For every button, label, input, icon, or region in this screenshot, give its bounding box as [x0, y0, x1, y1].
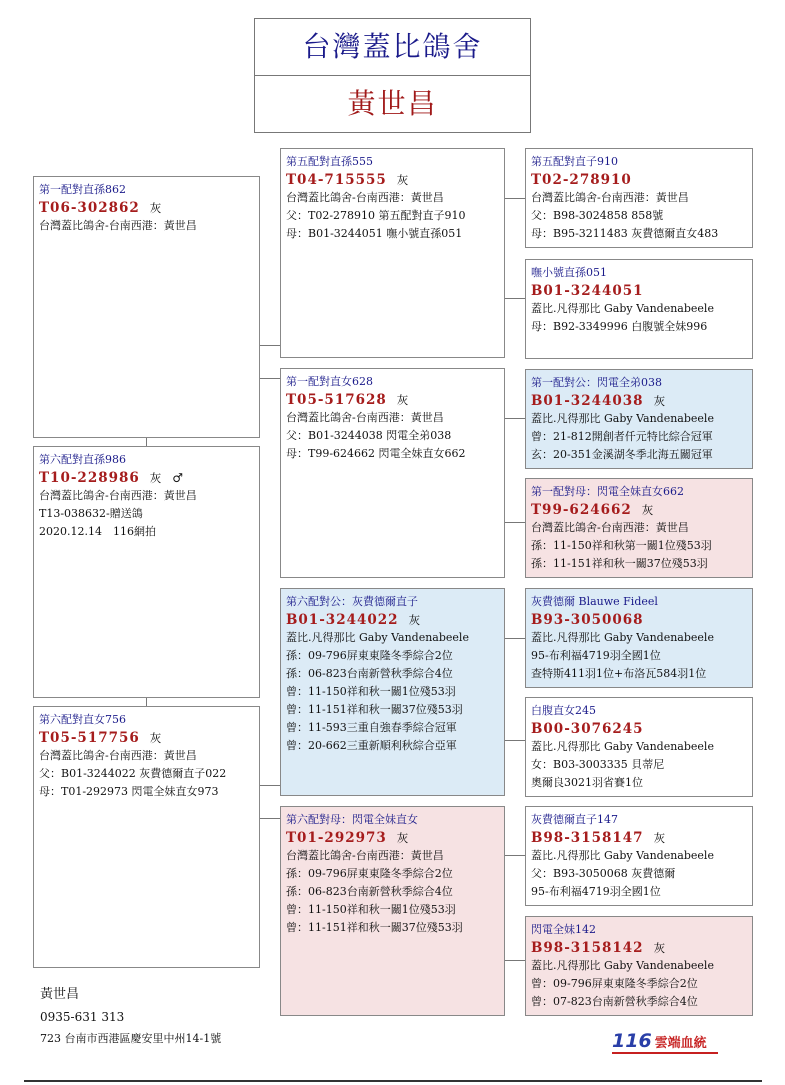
info-line: 父：B01-3244022 灰費德爾直子022	[39, 767, 227, 780]
info-line: 母：T01-292973 閃電全妹直女973	[39, 785, 219, 798]
ring-number: T02-278910	[531, 172, 632, 188]
color-tag: 灰	[149, 201, 163, 215]
owner-name-title: 黃世昌	[347, 87, 438, 120]
info-line: 孫：09-796屏東東隆冬季綜合2位	[286, 867, 453, 880]
info-line: 2020.12.14 116網拍	[39, 525, 156, 538]
connector	[505, 522, 525, 523]
info-line: 蓋比.凡得那比 Gaby Vandenabeele	[531, 849, 714, 862]
info-line: 台灣蓋比鴿舍-台南西港：黃世昌	[39, 219, 197, 232]
ring-number: B98-3158147	[531, 830, 644, 846]
color-tag: 灰	[396, 173, 410, 187]
info-line: 蓋比.凡得那比 Gaby Vandenabeele	[531, 412, 714, 425]
info-line: 95-布利福4719羽全國1位	[531, 649, 661, 662]
brand-logo[interactable]	[612, 1030, 707, 1052]
pigeon-label: 白腹直女245	[531, 704, 596, 717]
loft-name: 台灣蓋比鴿舍	[255, 19, 530, 76]
info-line: T13-038632-贈送鴿	[39, 507, 143, 520]
ring-number: T05-517756	[39, 730, 140, 746]
pigeon-label: 灰費德爾 Blauwe Fideel	[531, 595, 658, 608]
info-line: 蓋比.凡得那比 Gaby Vandenabeele	[531, 740, 714, 753]
pigeon-label: 第六配對公：灰費德爾直子	[286, 595, 418, 608]
info-line: 曾：20-662三重新順利秋綜合亞軍	[286, 739, 457, 752]
info-line: 奧爾良3021羽省賽1位	[531, 776, 643, 789]
ring-number: T04-715555	[286, 172, 387, 188]
pigeon-card-subject[interactable]	[33, 446, 260, 698]
info-line: 曾：21-812開創者仟元特比綜合冠軍	[531, 430, 713, 443]
pigeon-label: 第一配對母：閃電全妹直女662	[531, 485, 684, 498]
info-line: 台灣蓋比鴿舍-台南西港：黃世昌	[286, 191, 444, 204]
pigeon-label: 第六配對母：閃電全妹直女	[286, 813, 418, 826]
connector	[146, 698, 147, 706]
connector	[260, 378, 280, 379]
info-line: 父：B01-3244038 閃電全弟038	[286, 429, 452, 442]
info-line: 孫：11-150祥和秋第一關1位殘53羽	[531, 539, 712, 552]
pigeon-card-g3-7[interactable]	[525, 806, 753, 906]
connector	[505, 638, 525, 639]
pigeon-card-dam[interactable]	[33, 706, 260, 968]
logo-underline	[612, 1052, 718, 1054]
pigeon-card-g3-5[interactable]	[525, 588, 753, 688]
pigeon-label: 閃電全妹142	[531, 923, 596, 936]
ring-number: B98-3158142	[531, 940, 644, 956]
info-line: 95-布利福4719羽全國1位	[531, 885, 661, 898]
info-line: 孫：06-823台南新營秋季綜合4位	[286, 667, 453, 680]
ring-number: T06-302862	[39, 200, 140, 216]
pigeon-card-dam-dam[interactable]	[280, 806, 505, 1016]
connector	[260, 345, 280, 346]
info-line: 母：B01-3244051 嘸小號直孫051	[286, 227, 463, 240]
owner-name: 黃世昌	[40, 987, 80, 1002]
pigeon-label: 第六配對直孫986	[39, 453, 126, 466]
color-tag: 灰	[653, 394, 667, 408]
bottom-divider	[24, 1080, 762, 1082]
pigeon-label: 第六配對直女756	[39, 713, 126, 726]
color-tag: 灰	[653, 831, 667, 845]
pigeon-card-sire-sire[interactable]	[280, 148, 505, 358]
connector	[505, 418, 525, 419]
ring-number: B01-3244022	[286, 612, 399, 628]
pigeon-label: 第五配對直孫555	[286, 155, 373, 168]
connector	[146, 438, 147, 446]
ring-number: T05-517628	[286, 392, 387, 408]
info-line: 蓋比.凡得那比 Gaby Vandenabeele	[531, 631, 714, 644]
color-tag: 灰	[396, 831, 410, 845]
info-line: 女：B03-3003335 貝蒂尼	[531, 758, 665, 771]
connector	[260, 785, 280, 786]
info-line: 曾：09-796屏東東隆冬季綜合2位	[531, 977, 698, 990]
info-line: 查特斯411羽1位+布洛瓦584羽1位	[531, 667, 707, 680]
pigeon-card-g3-1[interactable]	[525, 148, 753, 248]
info-line: 父：B98-3024858 858號	[531, 209, 664, 222]
connector	[260, 818, 280, 819]
owner-address: 723 台南市西港區慶安里中州14-1號	[40, 1032, 222, 1045]
ring-number: B00-3076245	[531, 721, 644, 737]
info-line: 曾：11-151祥和秋一關37位殘53羽	[286, 703, 463, 716]
info-line: 玄：20-351金溪湖冬季北海五關冠軍	[531, 448, 713, 461]
owner-info	[40, 984, 221, 1050]
info-line: 父：T02-278910 第五配對直子910	[286, 209, 466, 222]
info-line: 蓋比.凡得那比 Gaby Vandenabeele	[531, 959, 714, 972]
color-tag: 灰	[641, 503, 655, 517]
pigeon-card-g3-8[interactable]	[525, 916, 753, 1016]
pigeon-card-g3-3[interactable]	[525, 369, 753, 469]
pigeon-card-g3-6[interactable]	[525, 697, 753, 797]
color-tag: 灰	[408, 613, 422, 627]
info-line: 母：T99-624662 閃電全妹直女662	[286, 447, 466, 460]
sex-symbol: ♂	[172, 471, 185, 485]
info-line: 台灣蓋比鴿舍-台南西港：黃世昌	[531, 521, 689, 534]
info-line: 孫：09-796屏東東隆冬季綜合2位	[286, 649, 453, 662]
connector	[505, 198, 525, 199]
ring-number: B01-3244038	[531, 393, 644, 409]
color-tag: 灰	[149, 731, 163, 745]
connector	[505, 960, 525, 961]
info-line: 曾：11-150祥和秋一關1位殘53羽	[286, 903, 456, 916]
color-tag: 灰	[396, 393, 410, 407]
info-line: 台灣蓋比鴿舍-台南西港：黃世昌	[286, 849, 444, 862]
info-line: 孫：06-823台南新營秋季綜合4位	[286, 885, 453, 898]
info-line: 曾：11-150祥和秋一關1位殘53羽	[286, 685, 456, 698]
info-line: 曾：11-593三重自強春季綜合冠軍	[286, 721, 457, 734]
info-line: 母：B95-3211483 灰費德爾直女483	[531, 227, 719, 240]
pigeon-card-sire[interactable]	[33, 176, 260, 438]
info-line: 父：B93-3050068 灰費德爾	[531, 867, 676, 880]
info-line: 蓋比.凡得那比 Gaby Vandenabeele	[286, 631, 469, 644]
connector	[505, 298, 525, 299]
ring-number: B01-3244051	[531, 283, 644, 299]
owner-phone: 0935-631 313	[40, 1010, 125, 1024]
pigeon-card-g3-2[interactable]	[525, 259, 753, 359]
info-line: 台灣蓋比鴿舍-台南西港：黃世昌	[286, 411, 444, 424]
info-line: 母：B92-3349996 白腹號全妹996	[531, 320, 708, 333]
connector	[505, 855, 525, 856]
pigeon-label: 第五配對直子910	[531, 155, 618, 168]
pigeon-card-dam-sire[interactable]	[280, 588, 505, 796]
info-line: 蓋比.凡得那比 Gaby Vandenabeele	[531, 302, 714, 315]
pigeon-label: 第一配對直孫862	[39, 183, 126, 196]
logo-number: 116	[612, 1030, 652, 1052]
pigeon-label: 嘸小號直孫051	[531, 266, 607, 279]
color-tag: 灰	[653, 941, 667, 955]
info-line: 孫：11-151祥和秋一關37位殘53羽	[531, 557, 708, 570]
connector	[505, 740, 525, 741]
ring-number: T99-624662	[531, 502, 632, 518]
info-line: 曾：07-823台南新營秋季綜合4位	[531, 995, 698, 1008]
info-line: 台灣蓋比鴿舍-台南西港：黃世昌	[39, 489, 197, 502]
pigeon-label: 第一配對公：閃電全弟038	[531, 376, 662, 389]
info-line: 曾：11-151祥和秋一關37位殘53羽	[286, 921, 463, 934]
pigeon-label: 灰費德爾直子147	[531, 813, 618, 826]
pigeon-card-g3-4[interactable]	[525, 478, 753, 578]
info-line: 台灣蓋比鴿舍-台南西港：黃世昌	[39, 749, 197, 762]
info-line: 台灣蓋比鴿舍-台南西港：黃世昌	[531, 191, 689, 204]
pigeon-card-sire-dam[interactable]	[280, 368, 505, 578]
ring-number: B93-3050068	[531, 612, 644, 628]
pigeon-label: 第一配對直女628	[286, 375, 373, 388]
ring-number: T01-292973	[286, 830, 387, 846]
color-tag: 灰	[149, 471, 163, 485]
logo-text: 雲端血統	[654, 1036, 707, 1051]
ring-number: T10-228986	[39, 470, 140, 486]
pedigree-header	[254, 18, 531, 133]
